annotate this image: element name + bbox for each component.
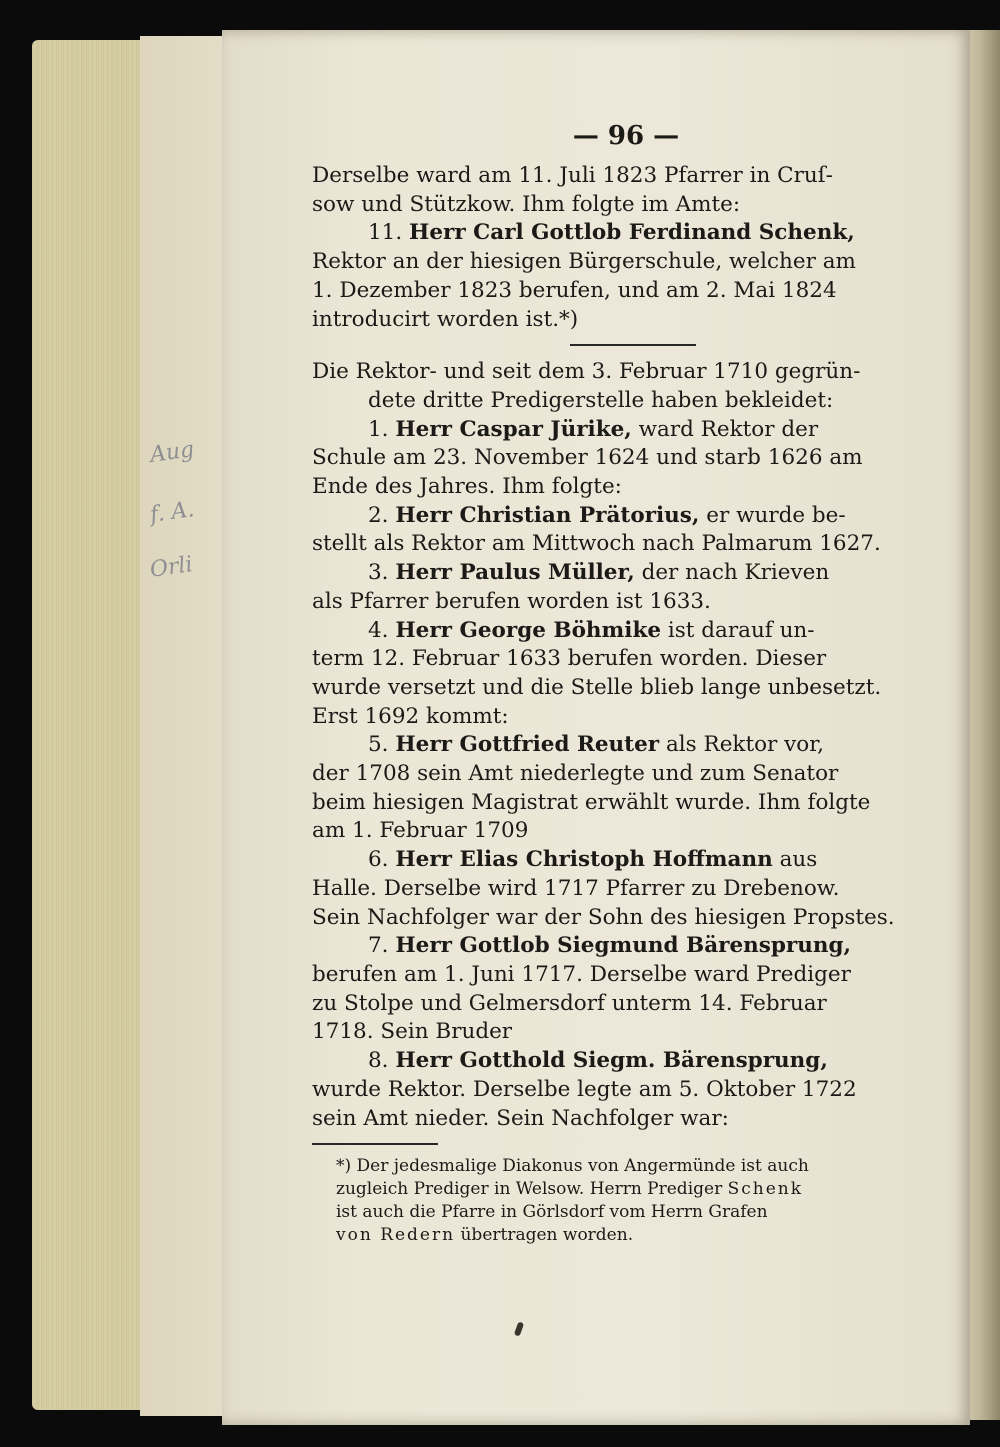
line-number: 6.	[368, 847, 396, 873]
text-line: introducirt worden ist.*)	[312, 306, 579, 332]
text-line	[312, 416, 940, 445]
person-name: Herr Christian Prätorius,	[395, 502, 700, 528]
text-line: *) Der jedesmalige Diakonus von Angermünde ist auch	[336, 1156, 809, 1177]
line-text: übertragen worden.	[455, 1225, 634, 1246]
line-number: 2.	[368, 502, 396, 528]
person-name: Herr Caspar Jürike,	[395, 416, 632, 442]
text-line: sein Amt nieder. Sein Nachfolger war:	[312, 1105, 729, 1131]
line-number: 7.	[368, 933, 396, 959]
text-line: Ende des Jahres. Ihm folgte:	[312, 474, 622, 500]
paragraph-top	[312, 162, 940, 334]
text-line: dete dritte Predigerstelle haben bekleidet:	[368, 387, 834, 413]
line-text: er wurde be-	[699, 502, 846, 528]
emphasized-name: Schenk	[727, 1179, 804, 1200]
margin-note: Orli	[148, 552, 195, 583]
line-number: 4.	[368, 617, 396, 643]
line-number: zugleich Prediger in Welsow. Herrn Prediger	[336, 1179, 728, 1200]
text-line: stellt als Rektor am Mittwoch nach Palmarum 1627.	[312, 531, 881, 557]
text-line	[312, 559, 940, 588]
line-text: der nach Krieven	[634, 560, 830, 586]
person-name: Herr Paulus Müller,	[395, 560, 635, 586]
emphasized-name: von Redern	[336, 1225, 456, 1246]
text-line	[312, 932, 940, 961]
text-line: sow und Stützkow. Ihm folgte im Amte:	[312, 191, 741, 217]
text-line: Die Rektor- und seit dem 3. Februar 1710 gegrün-	[312, 359, 861, 385]
text-line: zu Stolpe und Gelmersdorf unterm 14. Februar	[312, 990, 827, 1016]
text-line: der 1708 sein Amt niederlegte und zum Senator	[312, 761, 839, 787]
line-text: ward Rektor der	[631, 416, 819, 442]
text-line	[312, 731, 940, 760]
text-line	[312, 219, 940, 248]
text-line: Sein Nachfolger war der Sohn des hiesigen Propstes.	[312, 904, 895, 930]
text-line	[312, 502, 940, 531]
person-name: Herr George Böhmike	[395, 617, 662, 643]
text-line: beim hiesigen Magistrat erwählt wurde. Ihm folgte	[312, 789, 871, 815]
text-line	[312, 1047, 940, 1076]
line-number: 8.	[368, 1048, 396, 1074]
line-number: 5.	[368, 732, 396, 758]
text-line: wurde Rektor. Derselbe legte am 5. Oktober 1722	[312, 1076, 857, 1102]
line-text: als Rektor vor,	[659, 732, 824, 758]
text-line	[312, 617, 940, 646]
text-line: ist auch die Pfarre in Görlsdorf vom Herrn Grafen	[336, 1202, 768, 1223]
person-name: Herr Elias Christoph Hoffmann	[395, 847, 773, 873]
text-line: als Pfarrer berufen worden ist 1633.	[312, 588, 711, 614]
text-line	[336, 1224, 930, 1247]
footnote	[312, 1155, 930, 1247]
page-text	[312, 110, 940, 1247]
margin-note: Aug	[148, 437, 196, 468]
text-line: Rektor an der hiesigen Bürgerschule, welcher am	[312, 249, 856, 275]
line-text: aus	[772, 847, 818, 873]
margin-note: f. A.	[148, 497, 196, 528]
paragraph-main	[312, 358, 940, 1133]
person-name: Herr Gottlob Siegmund Bärensprung,	[395, 933, 852, 959]
text-line: wurde versetzt und die Stelle blieb lange unbesetzt.	[312, 674, 882, 700]
text-line: 1718. Sein Bruder	[312, 1019, 513, 1045]
line-number: 3.	[368, 560, 396, 586]
person-name: Herr Gottfried Reuter	[395, 732, 660, 758]
page-number: — 96 —	[572, 121, 680, 151]
text-line	[312, 846, 940, 875]
text-line: Erst 1692 kommt:	[312, 703, 509, 729]
line-text: ist darauf un-	[661, 617, 815, 643]
person-name: Herr Gotthold Siegm. Bärensprung,	[395, 1048, 828, 1074]
text-line: berufen am 1. Juni 1717. Derselbe ward Prediger	[312, 961, 851, 987]
text-line	[336, 1178, 930, 1201]
line-number: 11.	[368, 220, 410, 246]
text-line: Schule am 23. November 1624 und starb 1626 am	[312, 445, 863, 471]
text-line: am 1. Februar 1709	[312, 818, 529, 844]
text-line: term 12. Februar 1633 berufen worden. Dieser	[312, 646, 827, 672]
text-line: Derselbe ward am 11. Juli 1823 Pfarrer in Cruſ-	[312, 163, 833, 188]
text-line: 1. Dezember 1823 berufen, und am 2. Mai 1824	[312, 277, 837, 303]
section-divider	[570, 344, 696, 346]
text-line: Halle. Derselbe wird 1717 Pfarrer zu Drebenow.	[312, 875, 840, 901]
line-number: 1.	[368, 416, 396, 442]
person-name: Herr Carl Gottlob Ferdinand Schenk,	[409, 220, 855, 246]
footnote-divider	[312, 1143, 438, 1145]
